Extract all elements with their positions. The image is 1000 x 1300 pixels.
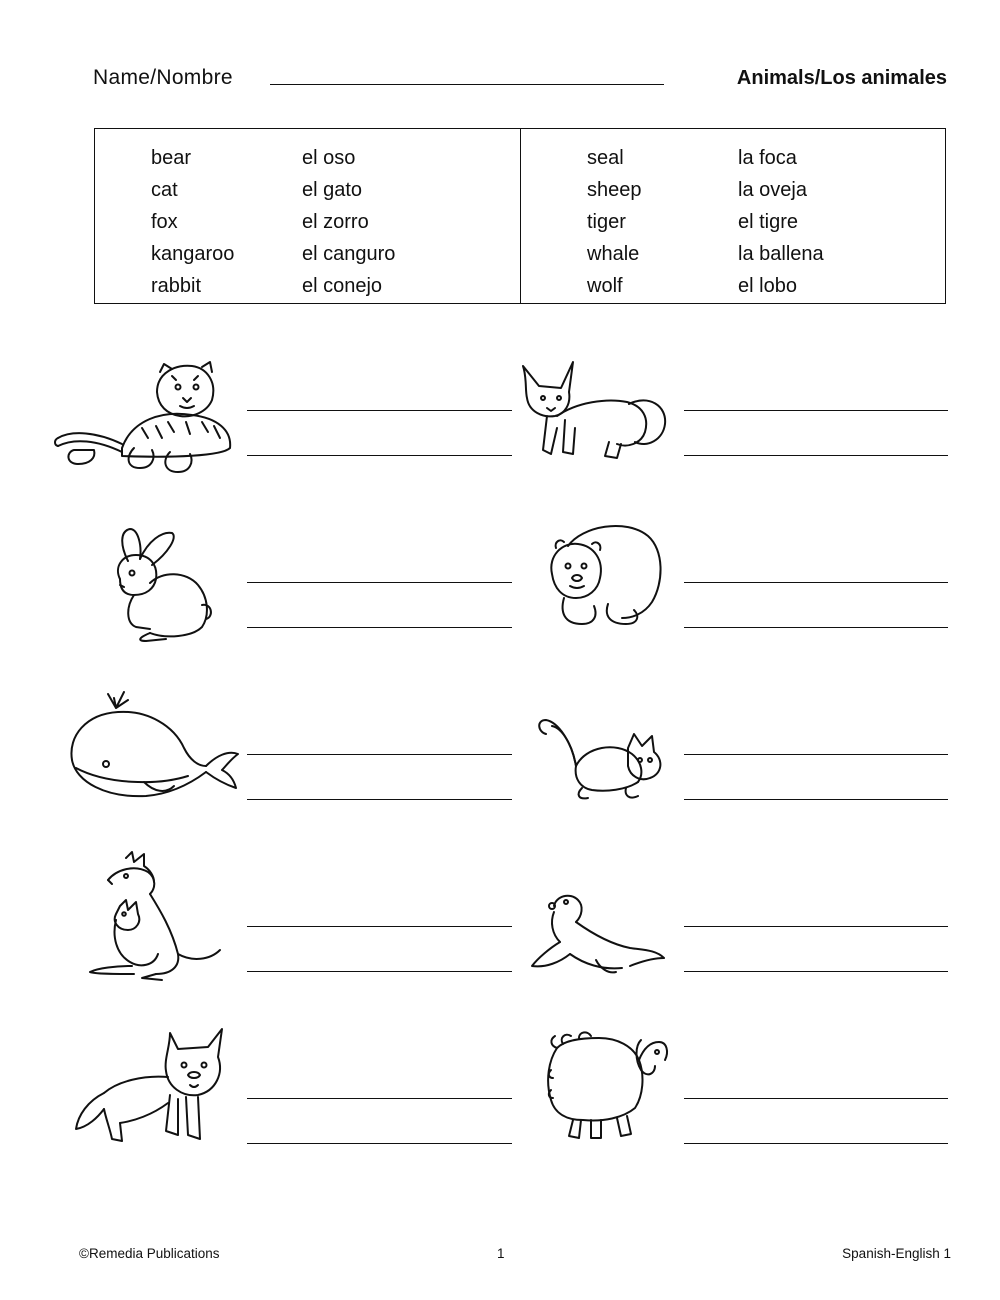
wolf-icon <box>74 1027 226 1145</box>
answer-line-spanish[interactable] <box>684 799 948 800</box>
answer-line-spanish[interactable] <box>247 627 512 628</box>
answer-line-english[interactable] <box>684 1098 948 1099</box>
answer-line-english[interactable] <box>247 754 512 755</box>
vocab-word: rabbit <box>151 275 202 297</box>
answer-line-english[interactable] <box>684 410 948 411</box>
answer-line-english[interactable] <box>684 926 948 927</box>
whale-icon <box>66 686 241 804</box>
answer-line-english[interactable] <box>247 926 512 927</box>
cat-icon <box>536 712 668 800</box>
answer-line-english[interactable] <box>684 582 948 583</box>
answer-line-spanish[interactable] <box>247 455 512 456</box>
page-number: 1 <box>497 1246 505 1261</box>
copyright-text: ©Remedia Publications <box>79 1246 220 1261</box>
vocab-word: cat <box>151 179 178 201</box>
vocab-translation: el oso <box>302 147 356 169</box>
vocab-english-left <box>151 142 234 302</box>
vocab-spanish-left <box>302 142 395 302</box>
answer-line-english[interactable] <box>684 754 948 755</box>
vocab-word: tiger <box>587 211 626 233</box>
answer-line-spanish[interactable] <box>684 455 948 456</box>
vocab-word: seal <box>587 147 624 169</box>
answer-line-english[interactable] <box>247 1098 512 1099</box>
vocab-translation: el conejo <box>302 275 383 297</box>
vocab-translation: la ballena <box>738 243 824 265</box>
tiger-icon <box>52 360 237 475</box>
answer-line-spanish[interactable] <box>684 627 948 628</box>
vocab-word: wolf <box>587 275 623 297</box>
answer-line-spanish[interactable] <box>247 971 512 972</box>
vocab-translation: el canguro <box>302 243 396 265</box>
worksheet-title: Animals/Los animales <box>736 67 947 89</box>
sheep-icon <box>543 1020 670 1145</box>
vocab-translation: el gato <box>302 179 363 201</box>
answer-line-spanish[interactable] <box>247 799 512 800</box>
vocab-word: bear <box>151 147 192 169</box>
vocab-word: kangaroo <box>151 243 235 265</box>
rabbit-icon <box>106 527 216 642</box>
vocab-translation: la oveja <box>738 179 807 201</box>
vocab-word: whale <box>587 243 640 265</box>
bear-icon <box>548 520 663 630</box>
vocab-translation: el zorro <box>302 211 369 233</box>
vocab-english-right <box>587 142 642 302</box>
name-label: Name/Nombre <box>93 66 233 89</box>
name-field-line[interactable] <box>270 84 664 85</box>
vocab-spanish-right <box>738 142 824 302</box>
fox-icon <box>517 358 669 463</box>
vocab-word: fox <box>151 211 178 233</box>
vocab-translation: el lobo <box>738 275 797 297</box>
vocabulary-divider <box>520 128 521 304</box>
series-label: Spanish-English 1 <box>842 1246 951 1261</box>
answer-line-spanish[interactable] <box>684 1143 948 1144</box>
kangaroo-icon <box>86 850 224 985</box>
answer-line-spanish[interactable] <box>247 1143 512 1144</box>
vocab-word: sheep <box>587 179 642 201</box>
vocab-translation: la foca <box>738 147 797 169</box>
answer-line-english[interactable] <box>247 582 512 583</box>
vocab-translation: el tigre <box>738 211 799 233</box>
answer-line-spanish[interactable] <box>684 971 948 972</box>
answer-line-english[interactable] <box>247 410 512 411</box>
seal-icon <box>530 888 668 980</box>
